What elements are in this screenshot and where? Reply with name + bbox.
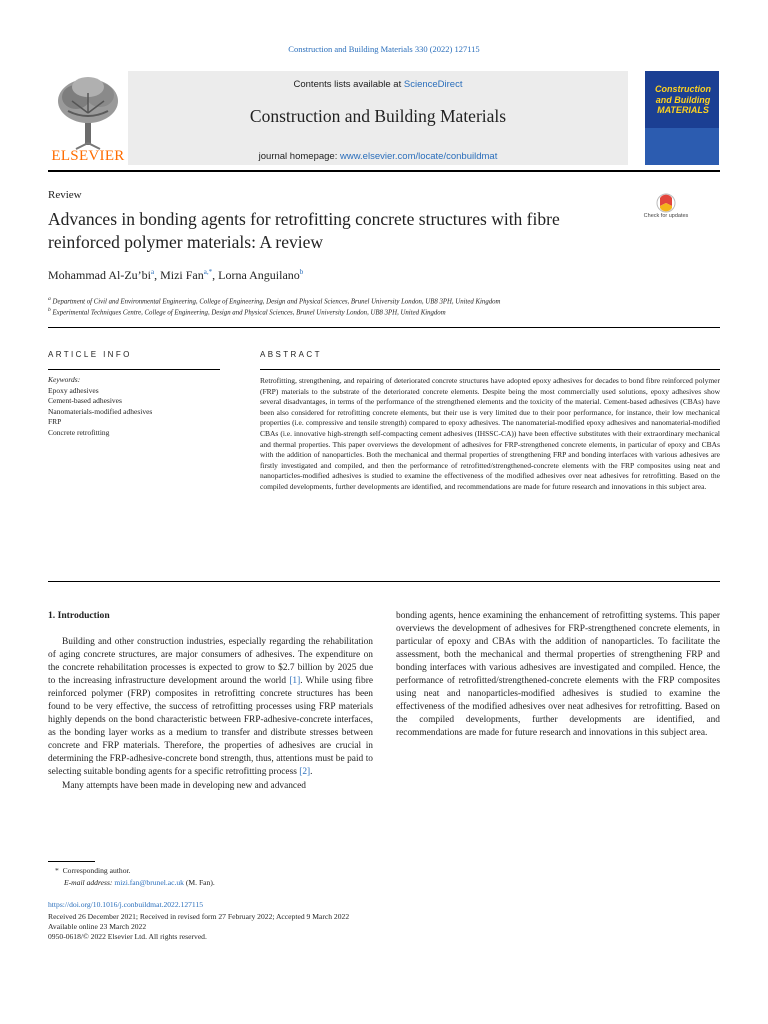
email-suffix: (M. Fan).: [183, 878, 215, 887]
article-info-heading: ARTICLE INFO: [48, 350, 132, 359]
body-paragraph: [48, 636, 373, 780]
keyword-item: Cement-based adhesives: [48, 396, 122, 406]
corresponding-footnote: [55, 865, 131, 876]
keyword-item: Nanomaterials-modified adhesives: [48, 406, 153, 416]
abstract-bottom-rule: [48, 581, 720, 582]
check-updates-icon: [642, 192, 690, 228]
email-footnote: [64, 877, 215, 888]
sciencedirect-link[interactable]: ScienceDirect: [403, 79, 463, 90]
article-type: Review: [48, 189, 82, 201]
copyright: 0950-0618/© 2022 Elsevier Ltd. All rights reserved.: [48, 932, 207, 941]
publisher-name: ELSEVIER: [51, 148, 125, 164]
affiliation-text: Experimental Techniques Centre, College of Engineering, Design and Physical Sciences, Brunel University London, UB8 3PH, United Kingdom: [52, 309, 446, 317]
author-list: Mohammad $Al-Zu’bi^a$, Mizi Fan$^{a,*}$, Lorna Anguilano$^b$: [48, 268, 304, 282]
article-title: Advances in bonding agents for retrofitting concrete structures with fibre reinforced polymer materials: A review: [48, 209, 560, 252]
author-affil-sup[interactable]: a,*: [203, 268, 213, 276]
cover-band: [645, 128, 719, 165]
article-info-rule: [48, 369, 220, 370]
received-dates: Received 26 December 2021; Received in revised form 27 February 2022; Accepted 9 March 2022: [48, 912, 350, 921]
footnote-rule: [48, 861, 95, 862]
cover-title: Construction and Building MATERIALS: [655, 84, 711, 115]
contents-prefix: Contents lists available at: [293, 79, 404, 90]
abstract-text: Retrofitting, strengthening, and repairing of deteriorated concrete structures have adopted epoxy adhesives for decades to bond fibre reinforced polymer (FRP) materials to the substrate of the deteriorated concrete elements. Despite being the most commercially used solutions, epoxy adhesives show several disadvantages, in terms of the performance of the strengthened elements and the toxicity of the material. Cement-based adhesives (CBAs) have been also considered for retrofitting concrete elements, but their use is very limited due to their poor performance, for instance, their low mechanical properties (i.e. compressive and tensile strength) compared to epoxy adhesives. The nanomaterial-modified epoxy adhesives and nanomaterial-modified CBAs (i.e. innovative high-strength self-compacting cement adhesives (IHSSC-CA)) have been effective substitutes with their extraordinary mechanical and thermal properties. This paper overviews the development of adhesives for FRP-strengthened concrete elements, in particular of epoxy and CBAs with the addition of nanoparticles. Both the mechanical and thermal properties of strengthening FRP and bonding interfaces with various adhesives are firstly investigated and compiled, and then the performance of retrofitted/strengthened-concrete elements with the FRP composites using neat and nanoparticles-modified adhesives is studied to examine the effectiveness of the modified adhesives over neat adhesives for retrofitting. Based on the compiled developments, further developments are identified, and recommendations are made for future research and innovations in this subject area.: [260, 376, 720, 491]
footnote-star: *: [55, 866, 59, 875]
paragraph-text: . While using fibre reinforced polymer (FRP) composites in retrofitting concrete structures has been found to be very effective, the success of retrofitting processes using FRP materials highly depends on the bond characteristic between FRP-adhesive-concrete interfaces, as the bonding layer works as a medium to transfer and distribute stresses between concrete and FRP materials. Therefore, the properties of adhesives are crucial in determining the FRP-adhesive-concrete bond strength, thus, attentions must be paid to selecting suitable bonding agents for a specific retrofitting process: [48, 676, 373, 778]
author-name: Mizi Fan: [160, 268, 204, 282]
affiliation: [48, 296, 720, 305]
citation-link[interactable]: [2]: [299, 767, 311, 778]
keywords-label: Keywords:: [48, 375, 81, 384]
homepage-line: [128, 151, 628, 162]
available-online: Available online 23 March 2022: [48, 922, 147, 931]
abstract-heading: ABSTRACT: [260, 350, 322, 359]
affiliation-sup: a: [48, 296, 51, 302]
author-affil-sup[interactable]: a: [150, 268, 155, 276]
banner-divider: [48, 170, 720, 172]
keyword-item: FRP: [48, 417, 62, 427]
affiliation-sup: b: [48, 307, 51, 313]
author-name: Lorna Anguilano: [218, 268, 300, 282]
keyword-list: [48, 375, 218, 439]
homepage-prefix: journal homepage:: [258, 151, 340, 162]
keyword-item: Epoxy adhesives: [48, 385, 99, 395]
author-name: Mohammad Al-Zu’bi: [48, 268, 151, 282]
section-divider: [48, 327, 720, 328]
contents-line: [128, 79, 628, 90]
author-affil-sup[interactable]: b: [299, 268, 304, 276]
journal-citation[interactable]: Construction and Building Materials 330 (2022) 127115: [288, 44, 480, 54]
abstract-rule: [260, 369, 720, 370]
check-updates-label: Check for updates: [643, 213, 689, 219]
email-link[interactable]: mizi.fan@brunel.ac.uk: [114, 878, 184, 887]
paragraph-text: Building and other construction industries, especially regarding the rehabilitation of aging concrete structures, are major consumers of adhesives. The expenditure on the concrete rehabilitation processes is expected to grow to $2.7 billion by 2025 due to the increasing infrastructure development around the world: [48, 637, 373, 687]
citation-link[interactable]: [1]: [289, 676, 301, 687]
elsevier-tree-icon: [48, 71, 128, 151]
email-label: E-mail address:: [64, 878, 115, 887]
affiliation-text: Department of Civil and Environmental Engineering, College of Engineering, Design and Physical Sciences, Brunel University London, UB8 3PH, United Kingdom: [52, 298, 501, 306]
doi-link[interactable]: https://doi.org/10.1016/j.conbuildmat.2022.127115: [48, 900, 204, 909]
body-left-column: [48, 636, 373, 793]
affiliation: [48, 307, 720, 316]
footnote-text: Corresponding author.: [62, 866, 131, 875]
homepage-link[interactable]: www.elsevier.com/locate/conbuildmat: [339, 151, 498, 162]
keyword-item: Concrete retrofitting: [48, 427, 110, 437]
check-updates-badge[interactable]: [642, 192, 690, 228]
section-heading-introduction: 1. Introduction: [48, 610, 110, 621]
journal-title: Construction and Building Materials: [249, 106, 507, 126]
body-paragraph: Many attempts have been made in developing new and advanced: [62, 780, 306, 791]
paragraph-text: .: [310, 767, 313, 778]
body-right-column: [396, 610, 720, 740]
body-paragraph: bonding agents, hence examining the enhancement of retrofitting systems. This paper overviews the development of adhesives for FRP-strengthened concrete elements, in particular of epoxy and CBAs with the addition of nanoparticles. To facilitate the assessment, both the mechanical and thermal properties of strengthening FRP and bonding interfaces with various adhesives are investigated and compiled. Hence, the performance of retrofitted/strengthened-concrete elements with the FRP composites using neat and nanoparticles-modified adhesives is studied to examine the effectiveness of the modified adhesives over neat adhesives for retrofitting. Based on the compiled developments, further developments are identified, and recommendations are made for future research and innovations in this subject area.: [396, 611, 720, 739]
